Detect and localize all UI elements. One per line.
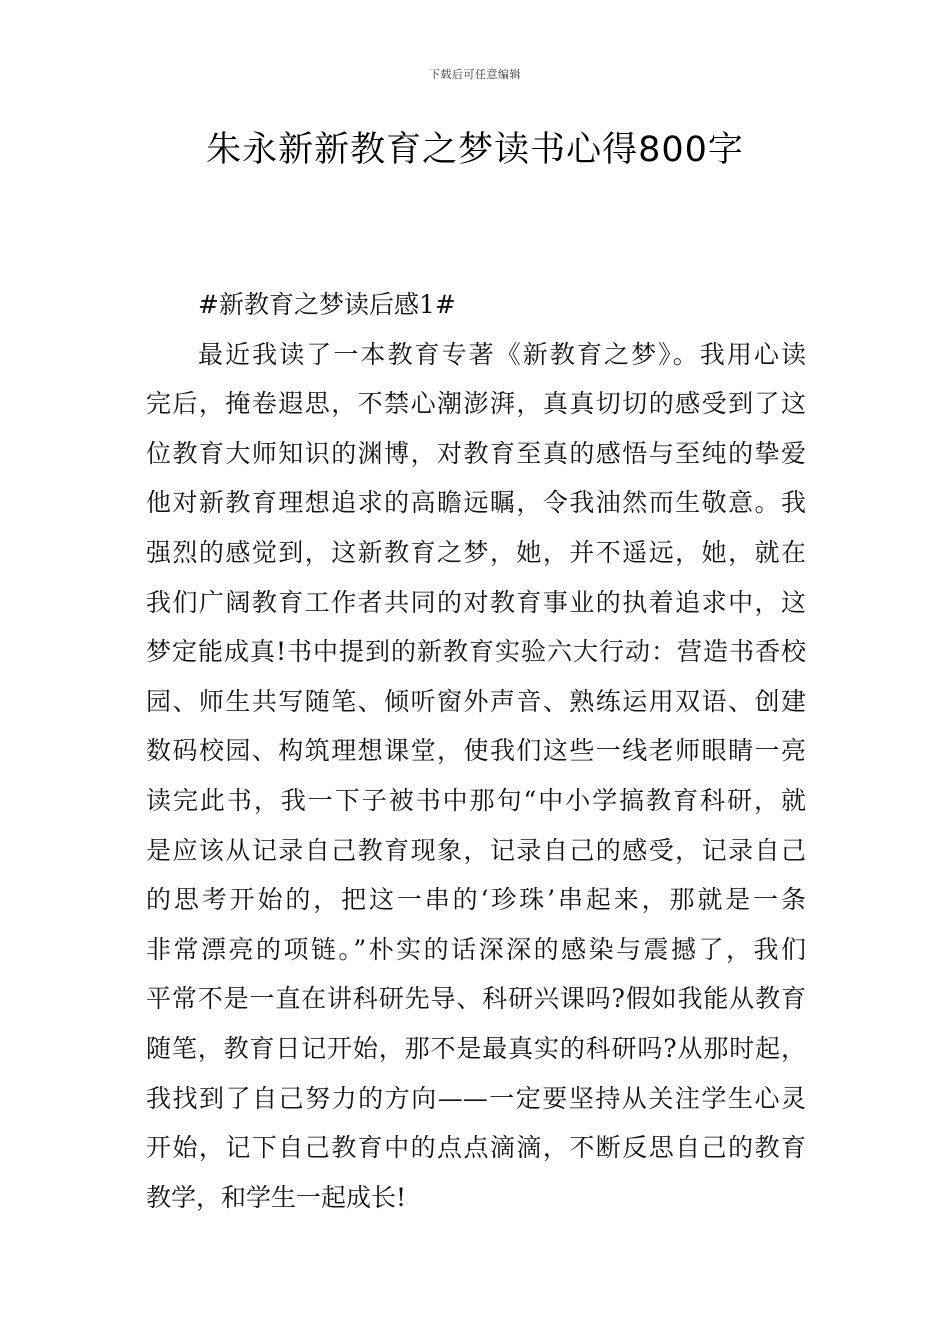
paragraph-line: 完后，掩卷遐思，不禁心潮澎湃，真真切切的感受到了这 (146, 389, 806, 419)
paragraph-line: 开始，记下自己教育中的点点滴滴，不断反思自己的教育 (146, 1133, 806, 1163)
paragraph-line: 是应该从记录自己教育现象，记录自己的感受，记录自己 (146, 835, 806, 865)
document-body (146, 280, 806, 1222)
paragraph-line: 平常不是一直在讲科研先导、科研兴课吗?假如我能从教育 (146, 984, 806, 1014)
paragraph-line: 园、师生共写随笔、倾听窗外声音、熟练运用双语、创建 (146, 686, 806, 716)
paragraph-line: 随笔，教育日记开始，那不是最真实的科研吗?从那时起， (146, 1033, 806, 1063)
paragraph-line: 我们广阔教育工作者共同的对教育事业的执着追求中，这 (146, 587, 806, 617)
paragraph-line: 位教育大师知识的渊博，对教育至真的感悟与至纯的挚爱 (146, 438, 806, 468)
document-title: 朱永新新教育之梦读书心得800字 (206, 130, 744, 170)
paragraph-line: 最近我读了一本教育专著《新教育之梦》。我用心读 (198, 339, 806, 369)
section-heading: #新教育之梦读后感1# (198, 290, 456, 319)
paragraph-line: 的思考开始的，把这一串的‘珍珠’串起来，那就是一条 (146, 885, 806, 915)
paragraph-line: 他对新教育理想追求的高瞻远瞩，令我油然而生敬意。我 (146, 488, 806, 518)
paragraph-line: 梦定能成真!书中提到的新教育实验六大行动：营造书香校 (146, 637, 806, 667)
paragraph-line: 教学，和学生一起成长! (146, 1182, 407, 1212)
paragraph-line: 读完此书，我一下子被书中那句“中小学搞教育科研，就 (146, 785, 806, 815)
header-note: 下载后可任意编辑 (429, 68, 521, 81)
paragraph-line: 强烈的感觉到，这新教育之梦，她，并不遥远，她，就在 (146, 537, 806, 567)
paragraph-line: 我找到了自己努力的方向——一定要坚持从关注学生心灵 (146, 1083, 806, 1113)
paragraph-line: 数码校园、构筑理想课堂，使我们这些一线老师眼睛一亮 (146, 736, 806, 766)
paragraph-line: 非常漂亮的项链。”朴实的话深深的感染与震撼了，我们 (146, 934, 806, 964)
